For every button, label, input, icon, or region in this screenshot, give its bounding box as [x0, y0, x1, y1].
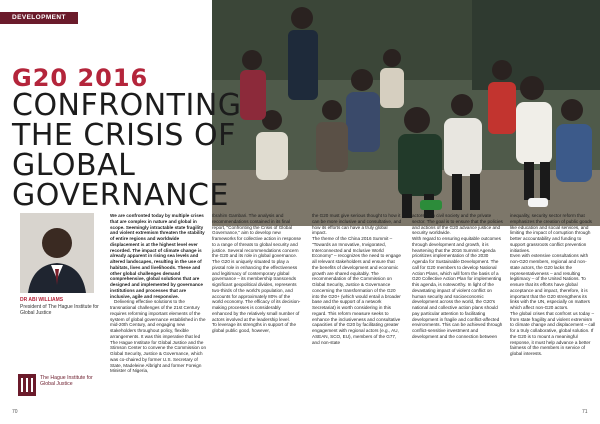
- author-portrait: [20, 213, 94, 293]
- body-paragraph: inequality, security sector reform that emphasizes the creation of public goods like education and social services, and limiting the impact of corruption through better accountability and funding to support grassroots conflict prevention initiatives. Even with extensive consultations with non-G20 members, regional and non-state actors, the G20 lacks the representativeness – and resulting legitimacy – of the United Nations. To ensure that its efforts have global acceptance and impact, therefore, it is important that the G20 strengthens its links with the UN, especially on matters which affect non-G20 actors. The global crises that confront us today – from state fragility and violent extremism to climate change and displacement – call for a truly collaborative, global solution. If the G20 is to mount a meaningful response, it must help advance a better fairness of the members in service of global interests.: [510, 213, 596, 356]
- institute-logo: [18, 372, 104, 400]
- portrait-illustration: [20, 213, 94, 293]
- body-column-3: [312, 213, 402, 345]
- author-role: President of The Hague Institute for Global Justice: [20, 304, 99, 316]
- logo-text: The Hague Institute for Global Justice: [40, 375, 93, 388]
- section-label: DEVELOPMENT: [12, 14, 66, 21]
- body-paragraph: Delivering effective solutions to the transnational challenges of the 21st Century requires reforming important elements of the system of global governance established in the mid-20th Century, and engaging new stakeholders throughout policy, flexible arrangements. It was this imperative that led The Hague Institute for Global Justice and the Stimson Center to convene the Commission on Global Security, Justice & Governance, which was co-chaired by former U.S. Secretary of State, Madeleine Albright and former Foreign Minister of Nigeria,: [110, 299, 207, 374]
- body-column-2: [212, 213, 302, 334]
- logo-mark-icon: [18, 374, 36, 396]
- body-column-1: [110, 213, 206, 374]
- headline: [12, 66, 372, 211]
- page-number-left: 70: [12, 409, 18, 415]
- body-paragraph: Ibrahim Gambari. The analysis and recommendations contained in its final report, "Confronting the Crisis of Global Governance," aim to develop new frameworks for collective action in response to a range of threats to global security and justice. Several recommendations concern the G20 and its role in global governance. The G20 is uniquely situated to play a pivotal role in enhancing the effectiveness and legitimacy of contemporary global governance – its membership transcends significant geopolitical divides, represents two-thirds of the world's population, and accounts for approximately 80% of the world economy. The efficacy of its decision-making processes is considerably enhanced by the relatively small number of actors involved at the leadership level. To leverage its strengths in support of the global public good, however,: [212, 213, 302, 333]
- headline-line-2: CONFRONTING THE CRISIS OF GLOBAL GOVERNANCE: [12, 88, 242, 213]
- lead-paragraph: We are confronted today by multiple crises that are complex in nature and global in scope. Seemingly intractable state fragility and violent extremism threaten the stability of entire regions and worldwide displacement is at the highest level ever recorded. The impact of climate change is already apparent in rising sea levels and altered landscapes, resulting in the use of habitats, lives and livelihoods. These and other global challenges demand comprehensive, global solutions that are designed and implemented by governance institutions and processes that are inclusive, agile and responsive.: [110, 213, 205, 299]
- page-number-right: 71: [582, 409, 588, 415]
- body-column-4: [412, 213, 504, 340]
- headline-line-1: G20 2016: [12, 64, 149, 92]
- body-column-5: [510, 213, 596, 357]
- body-paragraph: the G20 must give serious thought to how it can be more inclusive and consultative, and how its efforts can have a truly global impact. The theme of the China 2016 Summit – "Towards an Innovative, Invigorated, Interconnected and Inclusive World Economy" – recognizes the need to engage all relevant stakeholders and ensure that the benefits of development and economic growth are shared equitably. The recommendation of the Commission on Global Security, Justice & Governance concerning the transformation of the G20 into the G20+ (which would entail a broader base and the support of a network Secretariat) is worth considering in this regard. This reform measure seeks to enhance the inclusiveness and consultative capacities of the G20 by facilitating greater engagement with regional actors (e.g., AU, ASEAN, SCO, EU), members of the G77, and non-state: [312, 213, 402, 345]
- author-name: DR ABI WILLIAMS: [20, 297, 64, 303]
- body-paragraph: actors from civil society and the private sector. The goal is to ensure that the policies and actions of the G20 advance justice and security worldwide. With regard to ensuring equitable outcomes through development and growth, it is heartening that the 2016 Summit Agenda prioritizes implementation of the 2030 Agenda for Sustainable Development. The call for G20 members to develop National Action Plans, which will form the basis of a G20 Collective Action Plan for implementing this agenda, is noteworthy. In light of the devastating impact of violent conflict on human security and socioeconomic development across the world, the G20's national and collective action plans should pay particular attention to facilitating development in fragile and conflict-affected environments. This can be achieved through conflict-sensitive investment and development and the connection between: [412, 213, 503, 339]
